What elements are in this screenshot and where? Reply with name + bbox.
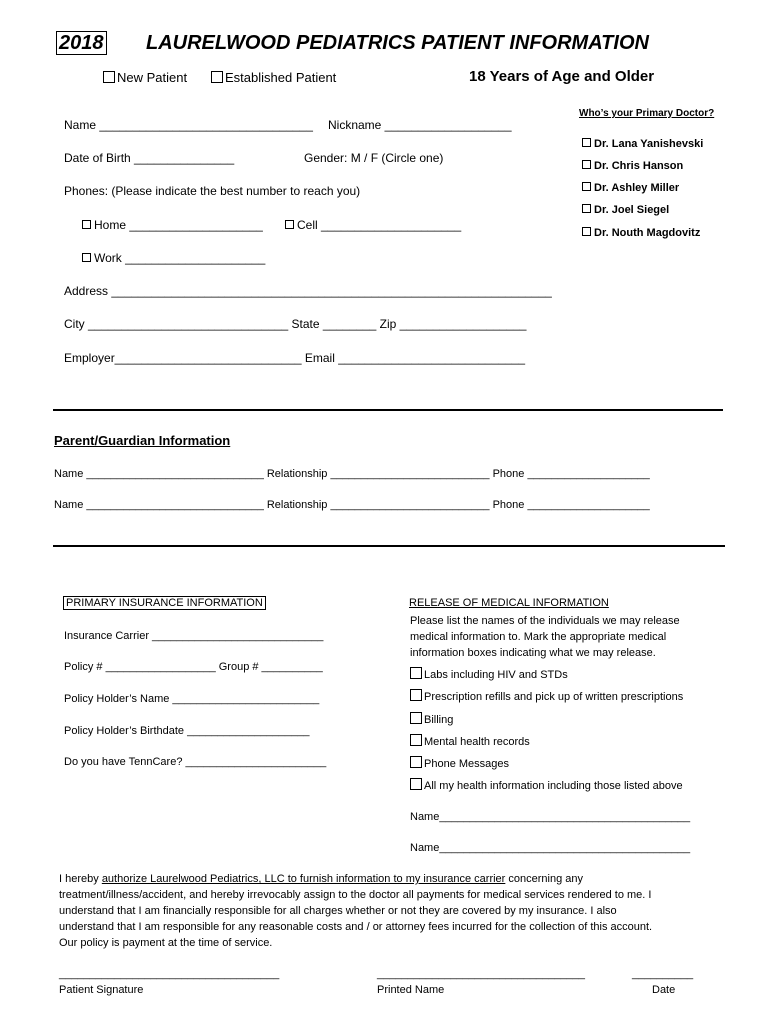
printed-name-label: Printed Name <box>377 984 445 996</box>
policy-holder-name-field[interactable]: Policy Holder’s Name ________________________ <box>64 693 320 705</box>
gender-field[interactable]: Gender: M / F (Circle one) <box>304 151 444 165</box>
release-option[interactable]: Phone Messages <box>410 756 509 770</box>
checkbox-icon[interactable] <box>582 204 591 213</box>
name-field[interactable]: Name ________________________________ <box>64 118 313 132</box>
checkbox-icon[interactable] <box>410 734 422 746</box>
cell-phone-field[interactable]: Cell _____________________ <box>285 218 461 232</box>
age-note: 18 Years of Age and Older <box>469 68 655 85</box>
authorization-line: Our policy is payment at the time of service. <box>59 937 273 949</box>
new-patient-option[interactable]: New Patient <box>103 70 187 85</box>
insurance-heading: PRIMARY INSURANCE INFORMATION <box>63 597 266 609</box>
release-name-field[interactable]: Name_________________________________________ <box>410 811 691 823</box>
city-state-zip-field[interactable]: City ______________________________ State ________ Zip ___________________ <box>64 317 527 331</box>
phones-label: Phones: (Please indicate the best number to reach you) <box>64 184 361 198</box>
checkbox-icon[interactable] <box>410 689 422 701</box>
release-option[interactable]: Prescription refills and pick up of written prescriptions <box>410 689 683 703</box>
year-label: 2018 <box>56 32 107 55</box>
dob-field[interactable]: Date of Birth _______________ <box>64 151 235 165</box>
guardian-row[interactable]: Name _____________________________ Relationship __________________________ Phone ____________________ <box>54 499 650 511</box>
printed-name-line[interactable]: __________________________________ <box>377 968 586 980</box>
release-heading: RELEASE OF MEDICAL INFORMATION <box>409 597 609 609</box>
home-phone-field[interactable]: Home ____________________ <box>82 218 263 232</box>
section-divider <box>53 545 725 547</box>
date-line[interactable]: __________ <box>632 968 694 980</box>
release-intro: information boxes indicating what we may release. <box>410 647 656 659</box>
checkbox-icon[interactable] <box>82 220 91 229</box>
insurance-carrier-field[interactable]: Insurance Carrier ____________________________ <box>64 630 324 642</box>
doctor-option[interactable]: Dr. Ashley Miller <box>582 182 679 194</box>
authorization-line: understand that I am financially responsible for all charges whether or not they are covered by my insurance. I also <box>59 905 617 917</box>
checkbox-icon[interactable] <box>410 667 422 679</box>
tenncare-field[interactable]: Do you have TennCare? _______________________ <box>64 756 327 768</box>
guardian-heading: Parent/Guardian Information <box>54 433 231 448</box>
established-patient-option[interactable]: Established Patient <box>211 70 336 85</box>
doctor-option[interactable]: Dr. Lana Yanishevski <box>582 138 703 150</box>
primary-doctor-heading: Who’s your Primary Doctor? <box>579 108 715 119</box>
release-option[interactable]: All my health information including those listed above <box>410 778 683 792</box>
release-intro: medical information to. Mark the appropriate medical <box>410 631 667 643</box>
checkbox-icon[interactable] <box>410 712 422 724</box>
patient-signature-label: Patient Signature <box>59 984 144 996</box>
doctor-option[interactable]: Dr. Joel Siegel <box>582 204 669 216</box>
authorization-line: understand that I am responsible for any reasonable costs and / or attorney fees incurred for the collection of this account. <box>59 921 653 933</box>
release-name-field[interactable]: Name_________________________________________ <box>410 842 691 854</box>
release-option[interactable]: Billing <box>410 712 453 726</box>
release-option[interactable]: Mental health records <box>410 734 530 748</box>
checkbox-icon[interactable] <box>103 71 115 83</box>
checkbox-icon[interactable] <box>582 160 591 169</box>
section-divider <box>53 409 723 411</box>
checkbox-icon[interactable] <box>285 220 294 229</box>
form-title: LAURELWOOD PEDIATRICS PATIENT INFORMATION <box>146 32 649 54</box>
employer-email-field[interactable]: Employer____________________________ Email ____________________________ <box>64 351 526 365</box>
doctor-option[interactable]: Dr. Chris Hanson <box>582 160 683 172</box>
guardian-row[interactable]: Name _____________________________ Relationship __________________________ Phone ____________________ <box>54 468 650 480</box>
checkbox-icon[interactable] <box>211 71 223 83</box>
release-intro: Please list the names of the individuals we may release <box>410 615 680 627</box>
checkbox-icon[interactable] <box>582 227 591 236</box>
checkbox-icon[interactable] <box>582 182 591 191</box>
policy-group-field[interactable]: Policy # __________________ Group # __________ <box>64 661 323 673</box>
authorization-line: treatment/illness/accident, and hereby irrevocably assign to the doctor all payments for medical services rendered to me. I <box>59 889 652 901</box>
checkbox-icon[interactable] <box>410 756 422 768</box>
doctor-option[interactable]: Dr. Nouth Magdovitz <box>582 227 700 239</box>
address-field[interactable]: Address __________________________________________________________________ <box>64 284 552 298</box>
checkbox-icon[interactable] <box>582 138 591 147</box>
date-label: Date <box>652 984 676 996</box>
release-option[interactable]: Labs including HIV and STDs <box>410 667 568 681</box>
policy-holder-birthdate-field[interactable]: Policy Holder’s Birthdate ____________________ <box>64 725 310 737</box>
checkbox-icon[interactable] <box>410 778 422 790</box>
checkbox-icon[interactable] <box>82 253 91 262</box>
authorization-line: I hereby authorize Laurelwood Pediatrics, LLC to furnish information to my insurance carrier concerning any <box>59 873 584 885</box>
signature-line[interactable]: ____________________________________ <box>59 968 280 980</box>
nickname-field[interactable]: Nickname ___________________ <box>328 118 512 132</box>
work-phone-field[interactable]: Work _____________________ <box>82 251 265 265</box>
